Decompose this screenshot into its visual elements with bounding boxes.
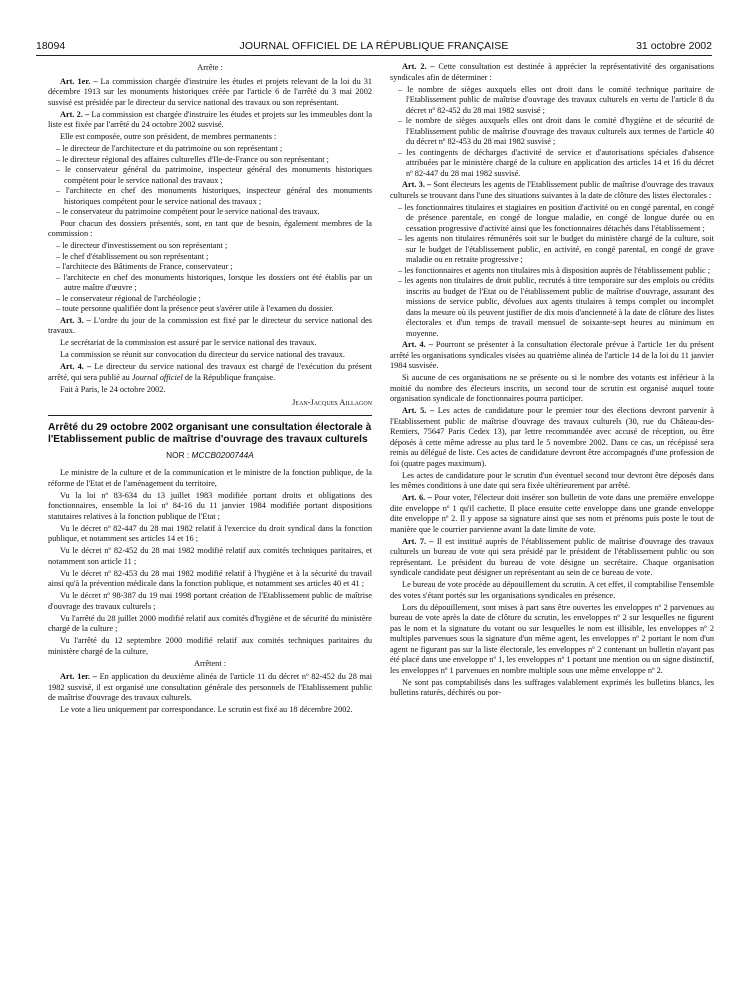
signatory: Jean-Jacques Aillagon — [292, 398, 372, 407]
article-5-second-round: Les actes de candidature pour le scrutin d'un éventuel second tour devront être déposés dans les mêmes conditions à une date qui sera fixée ultérieurement par arrêté. — [390, 470, 714, 490]
arrete-heading: Arrête : — [197, 63, 223, 72]
decree-article-2: Art. 2. – Cette consultation est destinée à apprécier la représentativité des organisations syndicales afin de déterminer : — [390, 62, 715, 82]
list-item: – le nombre de sièges auxquels elles ont droit dans le comité d'hygiène et de sécurité de l'Etablissement public de maîtrise d'ouvrage des travaux culturels aux termes de l'article 40 du décret nº 82-453 du 28 mai 1982 susvisé ; — [390, 116, 714, 148]
article-7-counting: Le bureau de vote procède au dépouillement du scrutin. A cet effet, il comptabilise l'ensemble des votes s'étant portés sur les organisations syndicales en présence. — [390, 580, 714, 600]
members-list — [48, 144, 372, 218]
list-item: – l'architecte en chef des monuments historiques, lorsque les dossiers ont été établis par un autre maître d'œuvre ; — [48, 273, 372, 294]
article-3: Art. 3. – L'ordre du jour de la commission est fixé par le directeur du service national des travaux. — [48, 315, 373, 335]
minister-intro: Le ministre de la culture et de la communication et le ministre de la fonction publique, de la réforme de l'Etat et de l'aménagement du territoire, — [48, 468, 372, 488]
list-item: – le conservateur du patrimoine compétent pour le service national des travaux. — [48, 207, 372, 218]
decree-article-1-vote: Le vote a lieu uniquement par correspondance. Le scrutin est fixé au 18 décembre 2002. — [60, 705, 353, 714]
signed-place: Fait à Paris, le 24 octobre 2002. — [60, 384, 166, 394]
vu-item: Vu le décret nº 82-452 du 28 mai 1982 modifié relatif aux comités techniques paritaires, et notamment son article 11 ; — [48, 546, 372, 566]
list-item: – le directeur de l'architecture et du patrimoine ou son représentant ; — [48, 144, 372, 155]
list-item: – toute personne qualifiée dont la présence peut s'avérer utile à l'examen du dossier. — [48, 304, 372, 315]
vu-item: Vu le décret nº 98-387 du 19 mai 1998 portant création de l'Etablissement public de maîtrise d'ouvrage des travaux culturels ; — [48, 591, 372, 611]
list-item: – le directeur régional des affaires culturelles d'Ile-de-France ou son représentant ; — [48, 155, 372, 166]
section-divider — [48, 415, 372, 416]
article-2: Art. 2. – La commission est chargée d'instruire les études et projets sur les immeubles dont la liste est fixée par l'arrêté du 24 octobre 2002 susvisé. — [48, 109, 373, 129]
list-item: – le conservateur régional de l'archéologie ; — [48, 294, 372, 305]
article-3-secretariat: Le secrétariat de la commission est assuré par le service national des travaux. — [60, 338, 317, 347]
decree-article-7: Art. 7. – Il est institué auprès de l'établissement public de maîtrise d'ouvrage des travaux culturels un bureau de vote qui sera présidé par le président de l'établissement public ou son représentant. Le président du bureau de vote désigne un secrétaire. Chaque organisation syndicale candidate peut désigner un représentant au sein de ce bureau de vote. — [390, 536, 715, 577]
header-rule — [36, 55, 712, 56]
article-7-invalid-ballots: Ne sont pas comptabilisés dans les suffrages valablement exprimés les bulletins blancs, les bulletins raturés, déchirés ou por- — [390, 677, 714, 697]
vu-item: Vu le décret nº 82-453 du 28 mai 1982 modifié relatif à l'hygiène et à la sécurité du travail ainsi qu'à la prévention médicale dans la fonction publique, et notamment ses articles 40 et 41 ; — [48, 568, 372, 588]
list-item: – le directeur d'investissement ou son représentant ; — [48, 241, 372, 252]
article-4: Art. 4. – Le directeur du service national des travaux est chargé de l'exécution du présent arrêté, qui sera publié au Journal officiel de la République française. — [48, 362, 373, 382]
decree-article-4: Art. 4. – Pourront se présenter à la consultation électorale prévue à l'article 1er du présent arrêté les organisations syndicales visées au quatrième alinéa de l'article 14 de la loi du 11 janvier 1984 susvisée. — [390, 340, 715, 370]
list-item: – l'architecte des Bâtiments de France, conservateur ; — [48, 262, 372, 273]
article-4-second-round: Si aucune de ces organisations ne se présente ou si le nombre des votants est inférieur à la moitié du nombre des électeurs inscrits, un second tour de scrutin est organisé auquel toute organisation syndicale de fonctionnaires pourra participer. — [390, 373, 714, 403]
article-2-list — [390, 85, 714, 180]
list-item: – les fonctionnaires titulaires et stagiaires en position d'activité ou en congé parental, en congé de présence parentale, en congé de longue maladie, en congé de longue durée ou en cessation progressive d'activité ainsi que les fonctionnaires détachés dans l'établissement ; — [390, 203, 714, 235]
decree-title: Arrêté du 29 octobre 2002 organisant une consultation électorale à l'Etablissement public de maîtrise d'ouvrage des travaux culturels — [48, 421, 372, 445]
decree-article-3: Art. 3. – Sont électeurs les agents de l'Etablissement public de maîtrise d'ouvrage des travaux culturels se trouvant dans l'une des situations suivantes à la date de clôture des listes électorales : — [390, 180, 715, 200]
article-3-list — [390, 203, 714, 340]
right-column — [390, 62, 714, 700]
list-item: – les agents non titulaires de droit public, recrutés à titre temporaire sur des emplois ou crédits inscrits au budget de l'Etat ou de l'établissement public de maîtrise d'ouvrage, assurant des missions de service public, dévolues aux agents titulaires à temps complet ou incomplet dans la mesure où ils peuvent justifier de dix mois d'ancienneté à la date de clôture des listes électorales et d'un temps de travail mensuel de soixante-sept heures au minimum en moyenne. — [390, 276, 714, 339]
list-item: – les fonctionnaires et agents non titulaires mis à disposition auprès de l'établissement public ; — [390, 266, 714, 277]
decree-article-5: Art. 5. – Les actes de candidature pour le premier tour des élections devront parvenir à l'Etablissement public de maîtrise d'ouvrage des travaux culturels (30, rue du Château-des-Rentiers, 75647 Paris Cedex 13), par lettre recommandée avec accusé de réception, ou être déposés à cette même adresse au plus tard le 5 novembre 2002. Dans ce cas, un récépissé sera remis au délégué de liste. Ces actes de candidature devront être accompagnés d'une profession de foi (quatre pages maximum). — [390, 406, 715, 468]
vu-item: Vu l'arrêté du 12 septembre 2000 modifié relatif aux comités techniques paritaires du ministère chargé de la culture, — [48, 636, 372, 656]
list-item: – l'architecte en chef des monuments historiques, inspecteur général des monuments historiques compétent pour le service national des travaux ; — [48, 186, 372, 207]
page-header — [36, 40, 712, 54]
list-item: – le nombre de sièges auxquels elles ont droit dans le comité technique paritaire de l'Etablissement public de maîtrise d'ouvrage des travaux culturels en vertu de l'article 8 du décret nº 82-452 du 28 mai 1982 susvisé ; — [390, 85, 714, 117]
issue-date: 31 octobre 2002 — [636, 40, 712, 52]
list-item: – le conservateur général du patrimoine, inspecteur général des monuments historiques compétent pour le service national des travaux ; — [48, 165, 372, 186]
list-item: – le chef d'établissement ou son représentant ; — [48, 252, 372, 263]
nor-reference: NOR : MCCB0200744A — [166, 449, 254, 460]
left-column — [48, 62, 372, 717]
list-item: – les contingents de décharges d'activité de service et d'autorisations spéciales d'absence attribuées par le ministère chargé de la culture en application des articles 14 et 16 du décret nº 82-447 du 28 mai 1982 susvisé. — [390, 148, 714, 180]
article-7-set-aside: Lors du dépouillement, sont mises à part sans être ouvertes les enveloppes nº 2 parvenues au bureau de vote après la date de clôture du scrutin, les enveloppes nº 2 sur lesquelles ne figurent pas le nom et la signature du votant ou sur lesquelles le nom est illisible, les enveloppes nº 2 multiples parvenues sous la signature d'un même agent, les enveloppes nº 2 portant le nom d'un agent ne figurant pas sur la liste électorale, les enveloppes nº 2 contenant un bulletin n'ayant pas été placé dans une enveloppe nº 1, les enveloppes nº 1 portant une mention ou un signe distinctif, les enveloppes nº 1 parvenues en nombre multiple sous une même enveloppe nº 2. — [390, 602, 714, 675]
vu-item: Vu le décret nº 82-447 du 28 mai 1982 relatif à l'exercice du droit syndical dans la fonction publique, et notamment ses articles 14 et 16 ; — [48, 523, 372, 543]
vu-item: Vu l'arrêté du 28 juillet 2000 modifié relatif aux comités d'hygiène et de sécurité du ministère chargé de la culture ; — [48, 613, 372, 633]
members-intro: Elle est composée, outre son président, de membres permanents : — [60, 132, 277, 141]
journal-title: JOURNAL OFFICIEL DE LA RÉPUBLIQUE FRANÇAISE — [239, 40, 509, 52]
page-number: 18094 — [36, 40, 66, 52]
article-1: Art. 1er. – La commission chargée d'instruire les études et projets relevant de la loi du 31 décembre 1913 sur les monuments historiques créée par l'article 6 de l'arrêté du 3 mai 2002 susvisé est présidée par le directeur du service national des travaux ou son représentant. — [48, 76, 372, 107]
dossiers-intro: Pour chacun des dossiers présentés, sont, en tant que de besoin, également membres de la commission : — [48, 218, 372, 238]
dossiers-list — [48, 241, 372, 315]
decree-article-1: Art. 1er. – En application du deuxième alinéa de l'article 11 du décret nº 82-452 du 28 mai 1982 susvisé, il est organisé une consultation générale des personnels de l'Etablissement public de maîtrise d'ouvrage des travaux culturels. — [48, 672, 372, 702]
arretent-heading: Arrêtent : — [193, 658, 227, 668]
vu-item: Vu la loi nº 83-634 du 13 juillet 1983 modifiée portant droits et obligations des fonctionnaires, ensemble la loi nº 84-16 du 11 janvier 1984 modifiée portant dispositions statutaires relatives à la fonction publique de l'Etat ; — [48, 490, 372, 521]
list-item: – les agents non titulaires rémunérés soit sur le budget du ministère chargé de la culture, soit sur le budget de l'établissement public, en activité, en congé parental, en congé de grave maladie ou en retraite progressive ; — [390, 234, 714, 266]
article-3-convocation: La commission se réunit sur convocation du directeur du service national des travaux. — [60, 350, 346, 359]
decree-article-6: Art. 6. – Pour voter, l'électeur doit insérer son bulletin de vote dans une première enveloppe dite enveloppe nº 1 qu'il cachette. Il place ensuite cette enveloppe dans une grande enveloppe dite enveloppe nº 2. Il y appose sa signature ainsi que ses nom et prénoms puis poste le tout de manière que le courrier parvienne avant la date limite de vote. — [390, 493, 715, 534]
